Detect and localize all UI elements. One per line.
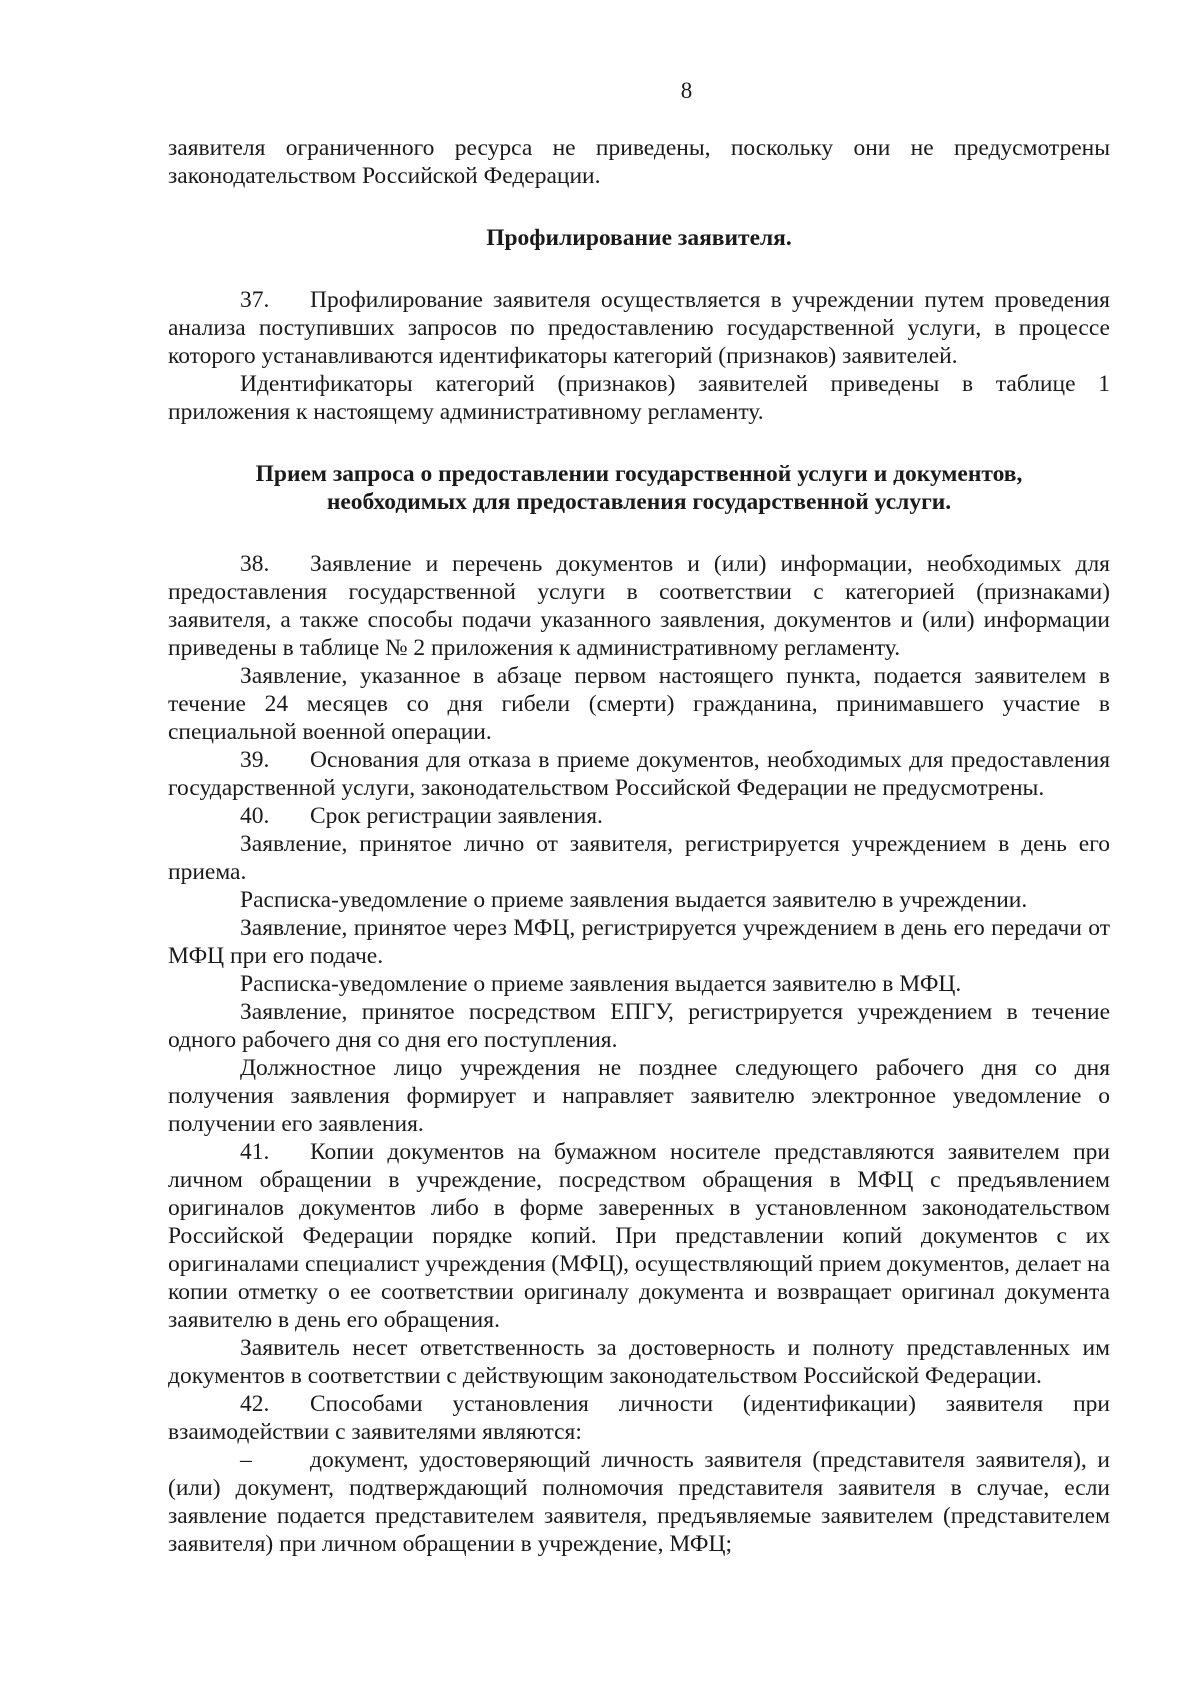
heading-request-line1: Прием запроса о предоставлении государственной услуги и документов, — [255, 461, 1023, 487]
paragraph-38 — [168, 550, 1110, 662]
paragraph-40-b: Расписка-уведомление о приеме заявления выдается заявителю в учреждении. — [240, 887, 1028, 913]
page-number: 8 — [680, 78, 693, 103]
paragraph-number: 37. — [240, 287, 270, 313]
paragraph-text: Заявление и перечень документов и (или) информации, необходимых для предоставления государственной услуги в соответствии с категорией (признаками) заявителя, а также способы подачи указанного заявления, документов и (или) информации приведены в таблице № 2 приложения к административному регламенту. — [168, 551, 1110, 661]
paragraph-38-b: Заявление, указанное в абзаце первом настоящего пункта, подается заявителем в течение 24 месяцев со дня гибели (смерти) гражданина, принимавшего участие в специальной военной операции. — [168, 663, 1110, 745]
paragraph-40-a: Заявление, принятое лично от заявителя, регистрируется учреждением в день его приема. — [168, 831, 1110, 885]
paragraph-40-d: Расписка-уведомление о приеме заявления выдается заявителю в МФЦ. — [240, 971, 962, 997]
paragraph-40-f: Должностное лицо учреждения не позднее следующего рабочего дня со дня получения заявления формирует и направляет заявителю электронное уведомление о получении его заявления. — [168, 1055, 1110, 1137]
paragraph-text: Основания для отказа в приеме документов, необходимых для предоставления государственной услуги, законодательством Российской Федерации не предусмотрены. — [168, 747, 1110, 801]
paragraph-text: Копии документов на бумажном носителе представляются заявителем при личном обращении в учреждение, посредством обращения в МФЦ с предъявлением оригиналов документов либо в форме заверенных в установленном законодательством Российской Федерации порядке копий. При представлении копий документов с их оригиналами специалист учреждения (МФЦ), осуществляющий прием документов, делает на копии отметку о ее соответствии оригиналу документа и возвращает оригинал документа заявителю в день его обращения. — [168, 1139, 1110, 1333]
paragraph-text: Профилирование заявителя осуществляется в учреждении путем проведения анализа поступивших запросов по предоставлению государственной услуги, в процессе которого устанавливаются идентификаторы категорий (признаков) заявителей. — [168, 287, 1110, 369]
list-item — [168, 1446, 1110, 1558]
paragraph-40-e: Заявление, принятое посредством ЕПГУ, регистрируется учреждением в течение одного рабочего дня со дня его поступления. — [168, 999, 1110, 1053]
paragraph-number: 38. — [240, 551, 270, 577]
paragraph-40 — [168, 802, 1110, 830]
paragraph-number: 40. — [240, 803, 270, 829]
paragraph-40-c: Заявление, принятое через МФЦ, регистрируется учреждением в день его передачи от МФЦ при его подаче. — [168, 915, 1110, 969]
heading-profiling: Профилирование заявителя. — [486, 225, 792, 251]
paragraph-text: Способами установления личности (идентификации) заявителя при взаимодействии с заявителями являются: — [168, 1391, 1110, 1445]
paragraph-text: Срок регистрации заявления. — [310, 803, 603, 829]
paragraph-number: 42. — [240, 1391, 270, 1417]
paragraph-39 — [168, 746, 1110, 802]
paragraph-42 — [168, 1390, 1110, 1446]
paragraph-41-b: Заявитель несет ответственность за достоверность и полноту представленных им документов в соответствии с действующим законодательством Российской Федерации. — [168, 1335, 1110, 1389]
paragraph-number: 41. — [240, 1139, 270, 1165]
paragraph-37 — [168, 286, 1110, 370]
dash-bullet: – — [240, 1447, 252, 1473]
paragraph-41 — [168, 1138, 1110, 1334]
intro-paragraph: заявителя ограниченного ресурса не приведены, поскольку они не предусмотрены законодательством Российской Федерации. — [168, 135, 1110, 189]
paragraph-number: 39. — [240, 747, 270, 773]
paragraph-37-b: Идентификаторы категорий (признаков) заявителей приведены в таблице 1 приложения к настоящему административному регламенту. — [168, 371, 1110, 425]
heading-request-line2: необходимых для предоставления государственной услуги. — [326, 489, 952, 515]
list-item-text: документ, удостоверяющий личность заявителя (представителя заявителя), и (или) документ, подтверждающий полномочия представителя заявителя в случае, если заявление подается представителем заявителя, предъявляемые заявителем (представителем заявителя) при личном обращении в учреждение, МФЦ; — [168, 1447, 1110, 1557]
